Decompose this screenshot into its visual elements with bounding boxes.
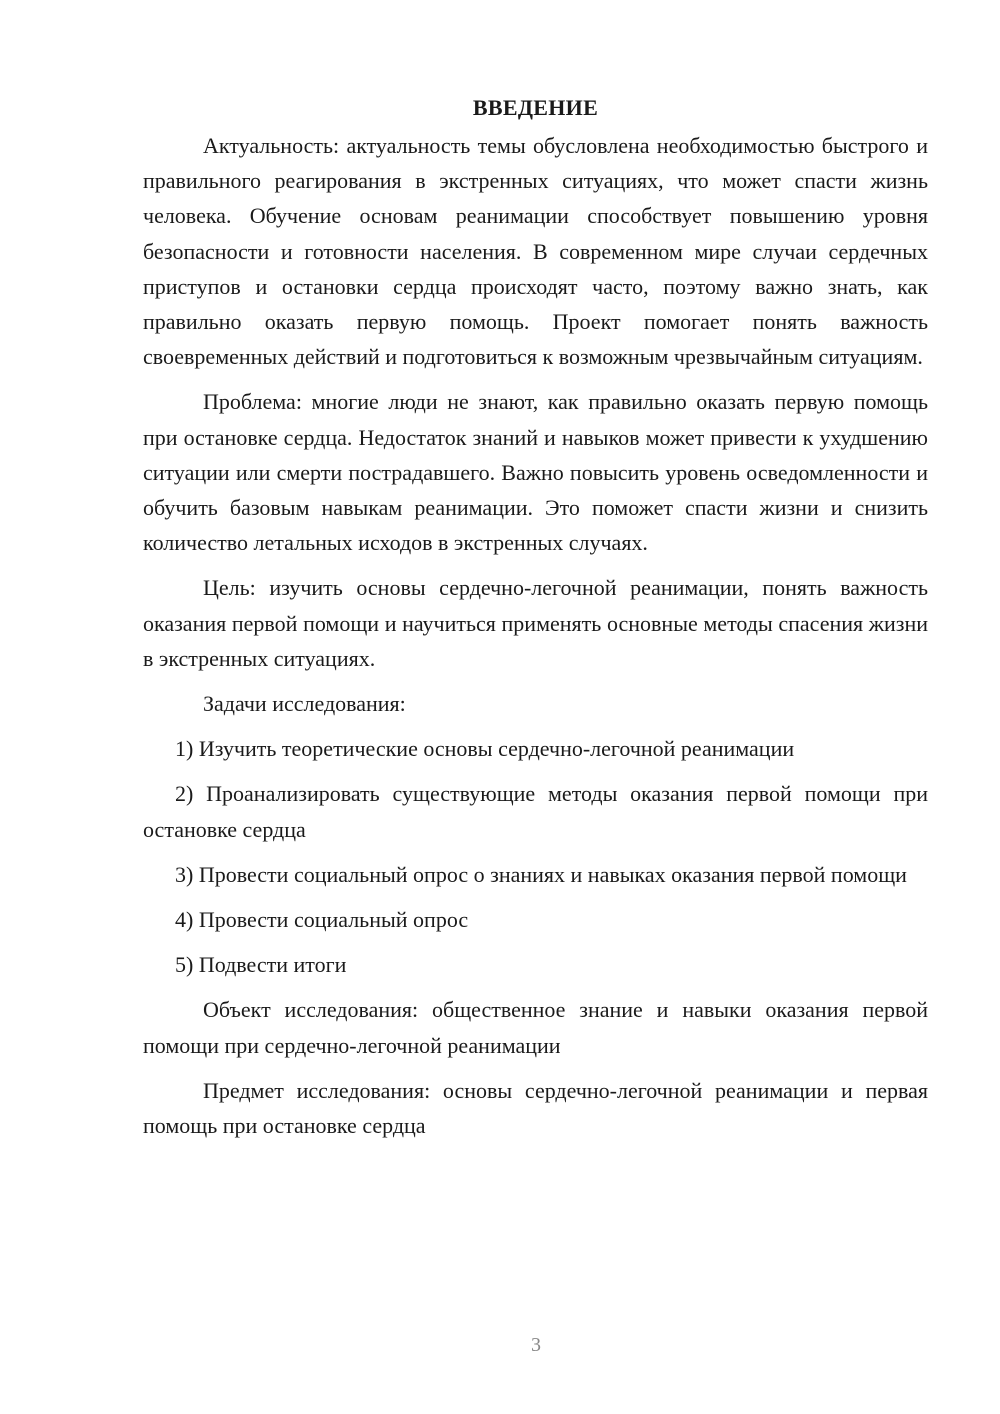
page-title: ВВЕДЕНИЕ bbox=[472, 95, 599, 120]
task-item-3: 3) Провести социальный опрос о знаниях и навыках оказания первой помощи bbox=[175, 861, 907, 887]
task-item-5: 5) Подвести итоги bbox=[175, 952, 347, 978]
subject-paragraph: Предмет исследования: основы сердечно-легочной реанимации и первая помощь при остановке сердца bbox=[143, 1077, 928, 1139]
task-item-2: 2) Проанализировать существующие методы оказания первой помощи при остановке сердца bbox=[143, 781, 928, 842]
goal-paragraph: Цель: изучить основы сердечно-легочной реанимации, понять важность оказания первой помощи и научиться применять основные методы спасения жизни в экстренных ситуациях. bbox=[143, 575, 928, 671]
tasks-heading: Задачи исследования: bbox=[203, 691, 406, 717]
object-paragraph: Объект исследования: общественное знание и навыки оказания первой помощи при сердечно-легочной реанимации bbox=[143, 997, 928, 1058]
task-item-4: 4) Провести социальный опрос bbox=[175, 907, 469, 933]
relevance-paragraph: Актуальность: актуальность темы обусловлена необходимостью быстрого и правильного реагирования в экстренных ситуациях, что может спасти жизнь человека. Обучение основам реанимации способствует повышению уровня безопасности и готовности населения. В современном мире случаи сердечных приступов и остановки сердца происходят часто, поэтому важно знать, как правильно оказать первую помощь. Проект помогает понять важность своевременных действий и подготовиться к возможным чрезвычайным ситуациям. bbox=[143, 133, 928, 370]
document-page bbox=[143, 92, 928, 1153]
problem-paragraph: Проблема: многие люди не знают, как правильно оказать первую помощь при остановке сердца. Недостаток знаний и навыков может привести к ухудшению ситуации или смерти пострадавшего. Важно повысить уровень осведомленности и обучить базовым навыкам реанимации. Это поможет спасти жизни и снизить количество летальных исходов в экстренных случаях. bbox=[143, 389, 928, 556]
page-number: 3 bbox=[531, 1334, 541, 1356]
task-item-1: 1) Изучить теоретические основы сердечно-легочной реанимации bbox=[175, 736, 795, 762]
